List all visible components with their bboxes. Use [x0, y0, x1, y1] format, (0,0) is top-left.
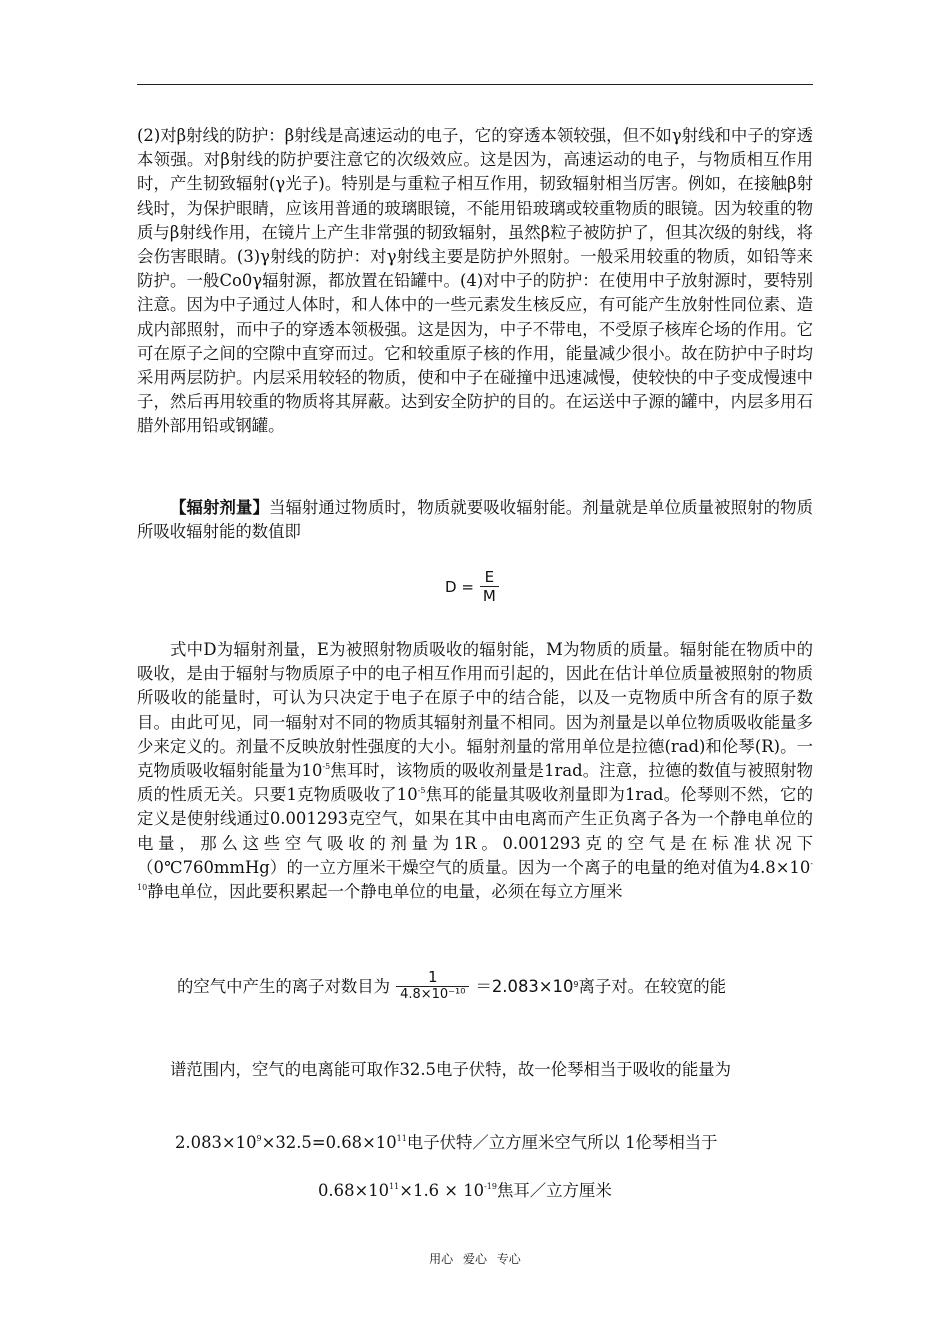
section-heading: 【辐射剂量】: [170, 498, 269, 517]
text-run: ×1.6 × 10: [399, 1181, 485, 1200]
text-run: 焦耳的能量其吸收剂量即为1rad。伦琴则不然，它的定义是使射线通过0.001293克空气，如果在其中由电离而产生正负离子各为一个静电单位的电量，那么这些空气吸收的剂量为1R。0.001293克的空气是在标准状况下（0℃760mmHg）的一立方厘米干燥空气的质量。因为一个离子的电量的绝对值为4.8×10: [137, 785, 813, 877]
calculation-line-1: [175, 1129, 718, 1153]
text-run: 0.68×10: [318, 1181, 390, 1200]
formula-fraction: [480, 568, 499, 605]
calculation-line-2: [318, 1177, 612, 1201]
equation-prefix: 的空气中产生的离子对数目为: [177, 977, 391, 996]
superscript: -19: [484, 1182, 497, 1191]
paragraph-ionization-energy: 谱范围内，空气的电离能可取作32.5电子伏特，故一伦琴相当于吸收的能量为: [170, 1060, 731, 1079]
equation-denominator: 4.8×10⁻¹⁰: [396, 986, 469, 1002]
paragraph-radiation-dose: [137, 496, 813, 544]
paragraph-radiation-protection: (2)对β射线的防护：β射线是高速运动的电子，它的穿透本领较强，但不如γ射线和中子的穿透本领强。对β射线的防护要注意它的次级效应。这是因为，高速运动的电子，与物质相互作用时，产生韧致辐射(γ光子)。特别是与重粒子相互作用，韧致辐射相当厉害。例如，在接触β射线时，为保护眼睛，应该用普通的玻璃眼镜，不能用铅玻璃或较重物质的眼镜。因为较重的物质与β射线作用，在镜片上产生非常强的韧致辐射，虽然β粒子被防护了，但其次级的射线，将会伤害眼睛。(3)γ射线的防护：对γ射线主要是防护外照射。一般采用较重的物质，如铅等来防护。一般Co0γ辐射源，都放置在铅罐中。(4)对中子的防护：在使用中子放射源时，要特别注意。因为中子通过人体时，和人体中的一些元素发生核反应，有可能产生放射性同位素、造成内部照射，而中子的穿透本领极强。这是因为，中子不带电，不受原子核库仑场的作用。它可在原子之间的空隙中直穿而过。它和较重原子核的作用，能量减少很小。故在防护中子时均采用两层防护。内层采用较轻的物质，使和中子在碰撞中迅速减慢，使较快的中子变成慢速中子，然后再用较重的物质将其屏蔽。达到安全防护的目的。在运送中子源的罐中，内层多用石腊外部用铅或钢罐。: [137, 126, 813, 436]
paragraph-dose-units: [137, 638, 813, 904]
equation-result: ＝2.083×10: [475, 977, 574, 996]
formula-lhs: D =: [445, 577, 474, 596]
equation-fraction: [396, 968, 469, 1002]
text-run: 焦耳／立方厘米: [496, 1181, 612, 1200]
superscript: -10: [137, 858, 813, 893]
formula-denominator: M: [480, 586, 499, 605]
superscript: 11: [396, 1134, 407, 1143]
equation-suffix: 离子对。在较宽的能: [578, 977, 726, 996]
superscript: -5: [322, 762, 331, 772]
text-run: ×32.5=0.68×10: [261, 1133, 397, 1152]
text-run: 式中D为辐射剂量，E为被照射物质吸收的辐射能，M为物质的质量。辐射能在物质中的吸收，是由于辐射与物质原子中的电子相互作用而引起的，因此在估计单位质量被照射的物质所吸收的能量时，可认为只决定于电子在原子中的结合能，以及一克物质中所含有的原子数目。由此可见，同一辐射对不同的物质其辐射剂量不相同。因为剂量是以单位物质吸收能量多少来定义的。剂量不反映放射性强度的大小。辐射剂量的常用单位是拉德(rad)和伦琴(R)。一克物质吸收辐射能量为10: [137, 640, 813, 781]
superscript: -5: [417, 786, 426, 796]
header-rule: [137, 84, 813, 85]
equation-numerator: 1: [428, 968, 438, 986]
text-run: 2.083×10: [175, 1133, 257, 1152]
formula-numerator: E: [484, 568, 495, 586]
text-run: 静电单位，因此要积累起一个静电单位的电量，必须在每立方厘米: [147, 882, 623, 902]
text-run: 焦耳时，该物质的吸收剂量是1rad。注意，拉德的数值与被照射物质的性质无关。只要1克物质吸收了10: [137, 761, 813, 805]
dose-formula: [445, 568, 499, 605]
text-run: 电子伏特／立方厘米空气所以 1伦琴相当于: [406, 1133, 718, 1152]
ion-pair-equation: 的空气中产生的离子对数目为 $\frac{1}{\text{4.8×10⁻¹⁰}}$ ＝2.083×10 9 离子对。在较宽的能: [177, 968, 726, 1002]
page-footer: 用心 爱心 专心: [429, 1252, 521, 1266]
superscript: 9: [256, 1134, 262, 1143]
paragraph-text: 当辐射通过物质时，物质就要吸收辐射能。剂量就是单位质量被照射的物质所吸收辐射能的数值即: [137, 498, 814, 542]
superscript: 11: [389, 1182, 400, 1191]
